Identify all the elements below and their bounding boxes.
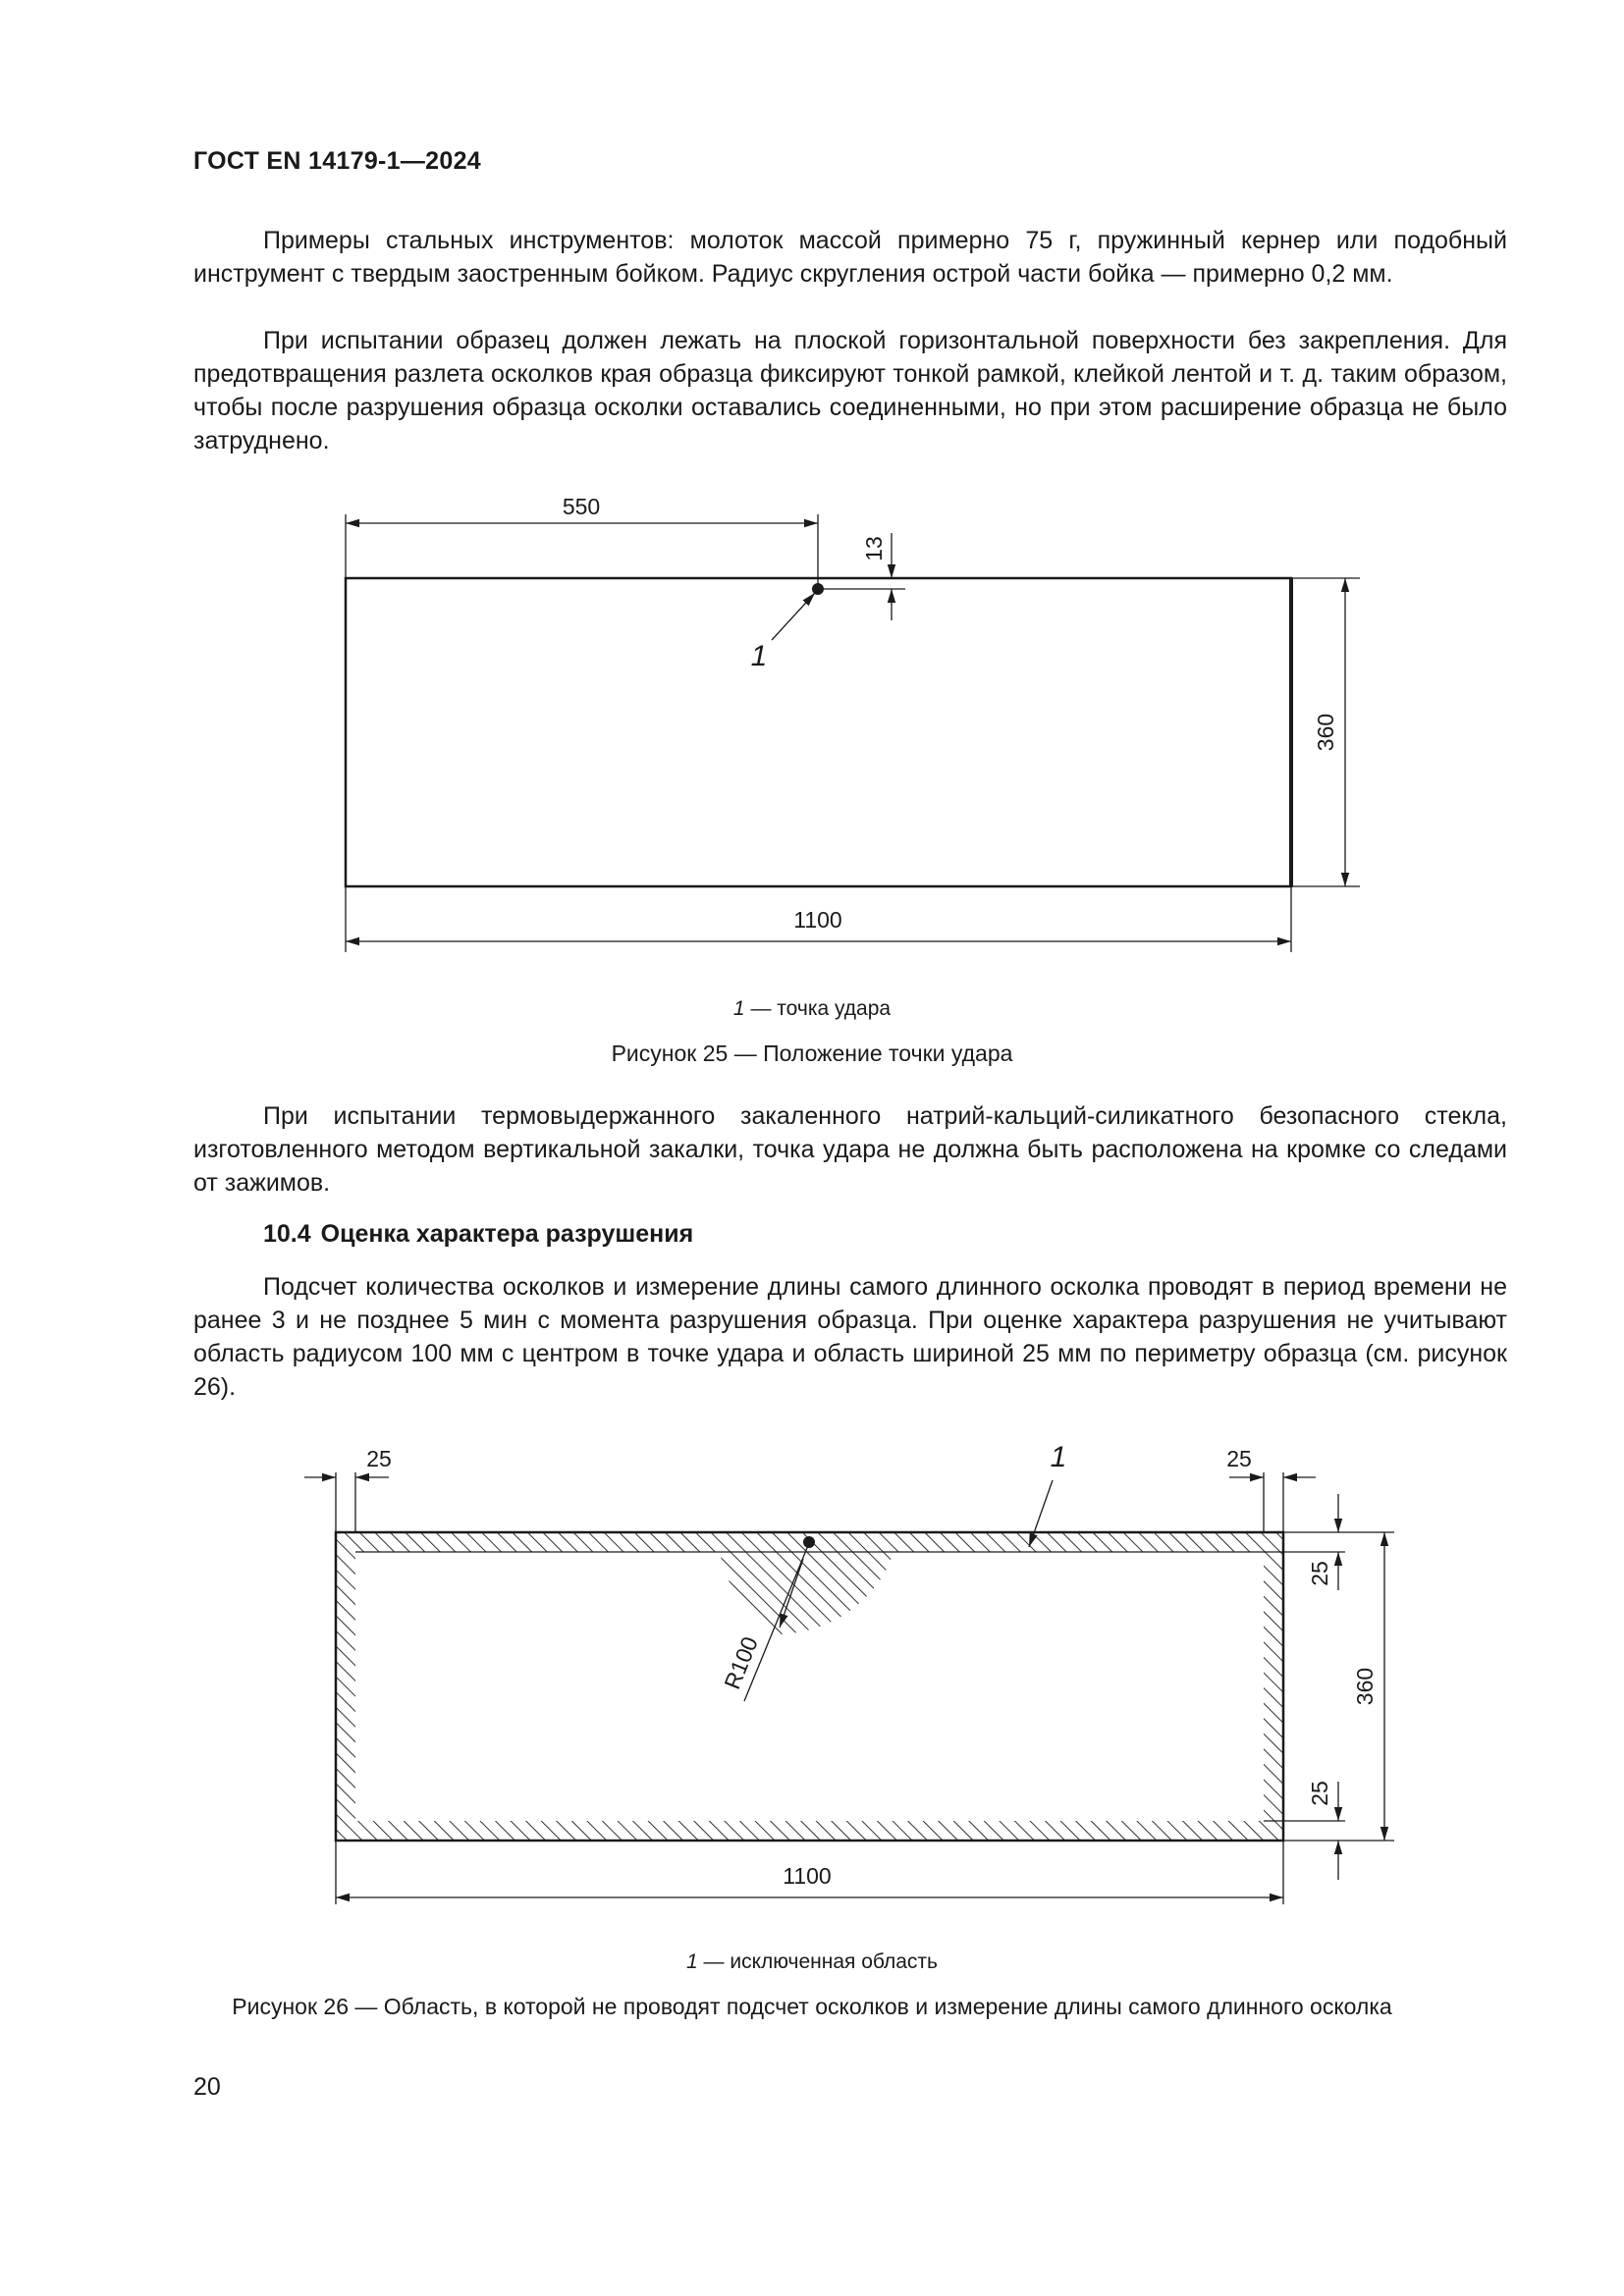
dim-550-label: 550 [562,494,601,519]
dim-25-side-top-label: 25 [1307,1561,1332,1586]
dim-360-label: 360 [1352,1667,1378,1706]
figure-26-caption: Рисунок 26 — Область, в которой не проводят подсчет осколков и измерение длины самого длинного осколка [232,1994,1392,2019]
paragraph-fragment-count: Подсчет количества осколков и измерение длины самого длинного осколка проводят в период времени не ранее 3 и не позднее 5 мин с момента разрушения образца. При оценке характера разрушения не учитывают область радиусом 100 мм с центром в точке удара и область шириной 25 мм по периметру образца (см. рисунок 26). [193,1273,1507,1401]
section-title: Оценка характера разрушения [320,1220,694,1248]
radius-label: R100 [719,1632,763,1693]
legend-text: — точка удара [744,997,892,1020]
impact-point [803,1536,815,1548]
document-header: ГОСТ EN 14179-1—2024 [193,147,481,175]
dim-25-side-bottom-label: 25 [1307,1781,1332,1806]
legend-key: 1 [685,1950,698,1973]
callout-number: 1 [750,640,768,672]
figure-25-diagram [0,491,1624,942]
page-number: 20 [193,2073,221,2101]
figure-25-caption: Рисунок 25 — Положение точки удара [611,1041,1013,1066]
legend-text: — исключенная область [697,1950,938,1973]
impact-point [812,583,824,595]
figure-26-legend [0,1950,1624,1974]
excluded-radius-area [720,1552,893,1634]
paragraph-tools: Примеры стальных инструментов: молоток массой примерно 75 г, пружинный кернер или подобный инструмент с твердым заостренным бойком. Радиус скругления острой части бойка — примерно 0,2 мм. [193,227,1507,288]
dim-13-label: 13 [861,536,887,561]
dim-1100-label: 1100 [783,1863,832,1889]
section-number: 10.4 [263,1220,311,1248]
figure-26-diagram [0,1433,1624,1904]
dim-25-right-label: 25 [1226,1446,1252,1471]
dim-25-left-label: 25 [366,1446,392,1471]
legend-key: 1 [732,997,745,1020]
paragraph-vertical-tempering: При испытании термовыдержанного закаленного натрий-кальций-силикатного безопасного стекла, изготовленного методом вертикальной закалки, точка удара не должна быть расположена на кромке со следами от зажимов. [193,1102,1507,1197]
section-heading [263,1220,693,1249]
figure-25-legend [0,997,1624,1021]
callout-leader [772,593,815,640]
dim-1100-label: 1100 [793,907,842,933]
dim-360-label: 360 [1313,713,1338,752]
callout-number: 1 [1050,1441,1067,1473]
glass-pane-outline [346,578,1291,886]
paragraph-test-setup: При испытании образец должен лежать на плоской горизонтальной поверхности без закрепления. Для предотвращения разлета осколков края образца фиксируют тонкой рамкой, клейкой лентой и т. д. таким образом, чтобы после разрушения образца осколки оставались соединенными, но при этом расширение образца не было затруднено. [193,327,1507,454]
